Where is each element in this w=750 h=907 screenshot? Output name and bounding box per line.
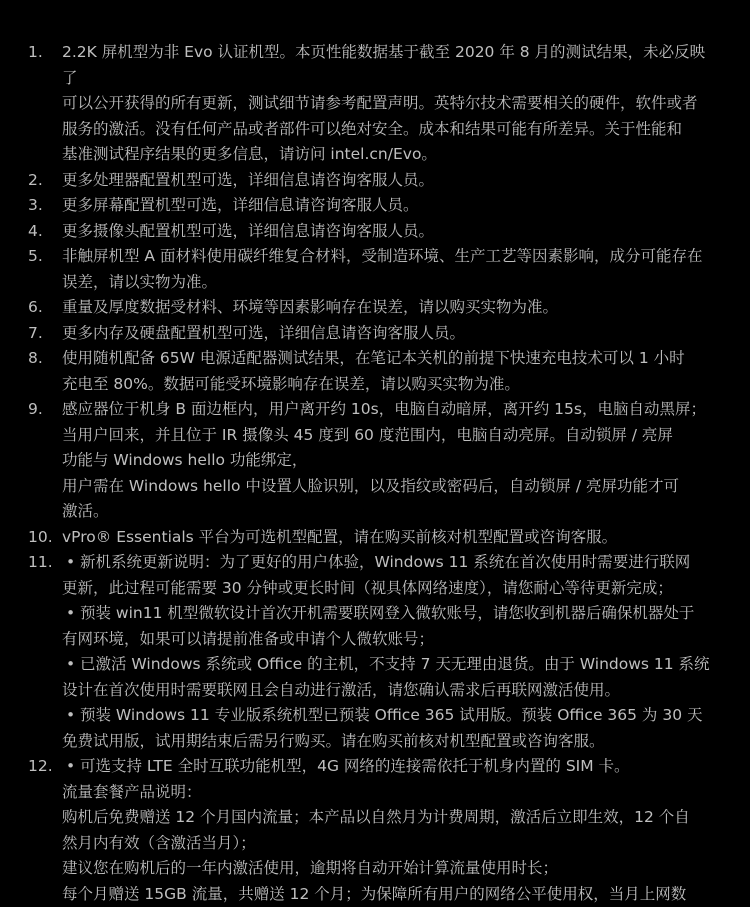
bullet-line: • 已激活 Windows 系统或 Office 的主机，不支持 7 天无理由退货。由于 Windows 11 系统 [62, 652, 710, 678]
footnote-number: 12. [28, 754, 58, 780]
footnote-line: vPro® Essentials 平台为可选机型配置，请在购买前核对机型配置或咨询客服。 [62, 525, 710, 551]
footnote-line: 功能与 Windows hello 功能绑定， [62, 448, 710, 474]
footnote-line: 激活。 [62, 499, 710, 525]
footnote-number: 7. [28, 321, 58, 347]
footnote-number: 6. [28, 295, 58, 321]
footnote-line: 用户需在 Windows hello 中设置人脸识别，以及指纹或密码后，自动锁屏 / 亮屏功能才可 [62, 474, 710, 500]
footnote-line: 更多处理器配置机型可选，详细信息请咨询客服人员。 [62, 168, 710, 194]
footnote-line: 2.2K 屏机型为非 Evo 认证机型。本页性能数据基于截至 2020 年 8 月的测试结果，未必反映了 [62, 40, 710, 91]
footnote-number: 8. [28, 346, 58, 372]
footnote-line: 建议您在购机后的一年内激活使用，逾期将自动开始计算流量使用时长； [62, 856, 710, 882]
footnote-number: 9. [28, 397, 58, 423]
footnote-text [62, 525, 710, 551]
footnote-line: 有网环境，如果可以请提前准备或申请个人微软账号； [62, 627, 710, 653]
footnote-number: 5. [28, 244, 58, 270]
footnote-text [62, 397, 710, 525]
footnote-item [0, 397, 750, 525]
footnote-line: 非触屏机型 A 面材料使用碳纤维复合材料，受制造环境、生产工艺等因素影响，成分可能存在 [62, 244, 710, 270]
footnote-item [0, 168, 750, 194]
footnote-line: 当用户回来，并且位于 IR 摄像头 45 度到 60 度范围内，电脑自动亮屏。自动锁屏 / 亮屏 [62, 423, 710, 449]
footnote-item [0, 346, 750, 397]
footnote-text [62, 244, 710, 295]
footnote-line: 更多屏幕配置机型可选，详细信息请咨询客服人员。 [62, 193, 710, 219]
footnote-text [62, 219, 710, 245]
footnote-number: 10. [28, 525, 58, 551]
footnote-line: 基准测试程序结果的更多信息，请访问 intel.cn/Evo。 [62, 142, 710, 168]
footnote-text [62, 346, 710, 397]
footnote-line: 可以公开获得的所有更新，测试细节请参考配置声明。英特尔技术需要相关的硬件，软件或者 [62, 91, 710, 117]
bullet-line: • 预装 Windows 11 专业版系统机型已预装 Office 365 试用版。预装 Office 365 为 30 天 [62, 703, 710, 729]
footnote-line: 更新，此过程可能需要 30 分钟或更长时间（视具体网络速度），请您耐心等待更新完成； [62, 576, 710, 602]
footnote-text [62, 550, 710, 754]
footnote-number: 11. [28, 550, 58, 576]
footnote-line: 感应器位于机身 B 面边框内，用户离开约 10s，电脑自动暗屏，离开约 15s，电脑自动黑屏； [62, 397, 710, 423]
footnote-number: 2. [28, 168, 58, 194]
footnote-item [0, 550, 750, 754]
footnote-item [0, 219, 750, 245]
footnote-item [0, 244, 750, 295]
footnote-line: 设计在首次使用时需要联网且会自动进行激活，请您确认需求后再联网激活使用。 [62, 678, 710, 704]
footnote-line: 充电至 80%。数据可能受环境影响存在误差，请以购买实物为准。 [62, 372, 710, 398]
footnote-number: 3. [28, 193, 58, 219]
footnote-text [62, 168, 710, 194]
footnote-text [62, 295, 710, 321]
footnote-item [0, 295, 750, 321]
footnote-line: 服务的激活。没有任何产品或者部件可以绝对安全。成本和结果可能有所差异。关于性能和 [62, 117, 710, 143]
bullet-line: • 预装 win11 机型微软设计首次开机需要联网登入微软账号，请您收到机器后确保机器处于 [62, 601, 710, 627]
footnote-line: 然月内有效（含激活当月）； [62, 831, 710, 857]
footnote-item [0, 193, 750, 219]
bullet-line: • 新机系统更新说明：为了更好的用户体验，Windows 11 系统在首次使用时需要进行联网 [62, 550, 710, 576]
footnote-text [62, 321, 710, 347]
footnote-line: 每个月赠送 15GB 流量，共赠送 12 个月；为保障所有用户的网络公平使用权，当月上网数 [62, 882, 710, 907]
footnote-line: 免费试用版，试用期结束后需另行购买。请在购买前核对机型配置或咨询客服。 [62, 729, 710, 755]
footnote-item [0, 525, 750, 551]
footnote-text [62, 193, 710, 219]
footnote-text [62, 754, 710, 907]
footnote-line: 使用随机配备 65W 电源适配器测试结果，在笔记本关机的前提下快速充电技术可以 1 小时 [62, 346, 710, 372]
footnote-number: 4. [28, 219, 58, 245]
footnote-item [0, 754, 750, 907]
footnote-item [0, 321, 750, 347]
footnote-line: 购机后免费赠送 12 个月国内流量；本产品以自然月为计费周期，激活后立即生效，12 个自 [62, 805, 710, 831]
footnote-line: 更多内存及硬盘配置机型可选，详细信息请咨询客服人员。 [62, 321, 710, 347]
footnote-line: 更多摄像头配置机型可选，详细信息请咨询客服人员。 [62, 219, 710, 245]
footnote-text [62, 40, 710, 168]
footnote-number: 1. [28, 40, 58, 66]
footnote-line: 流量套餐产品说明： [62, 780, 710, 806]
bullet-line: • 可选支持 LTE 全时互联功能机型，4G 网络的连接需依托于机身内置的 SIM 卡。 [62, 754, 710, 780]
footnote-line: 误差，请以实物为准。 [62, 270, 710, 296]
footnote-line: 重量及厚度数据受材料、环境等因素影响存在误差，请以购买实物为准。 [62, 295, 710, 321]
footnote-item [0, 40, 750, 168]
